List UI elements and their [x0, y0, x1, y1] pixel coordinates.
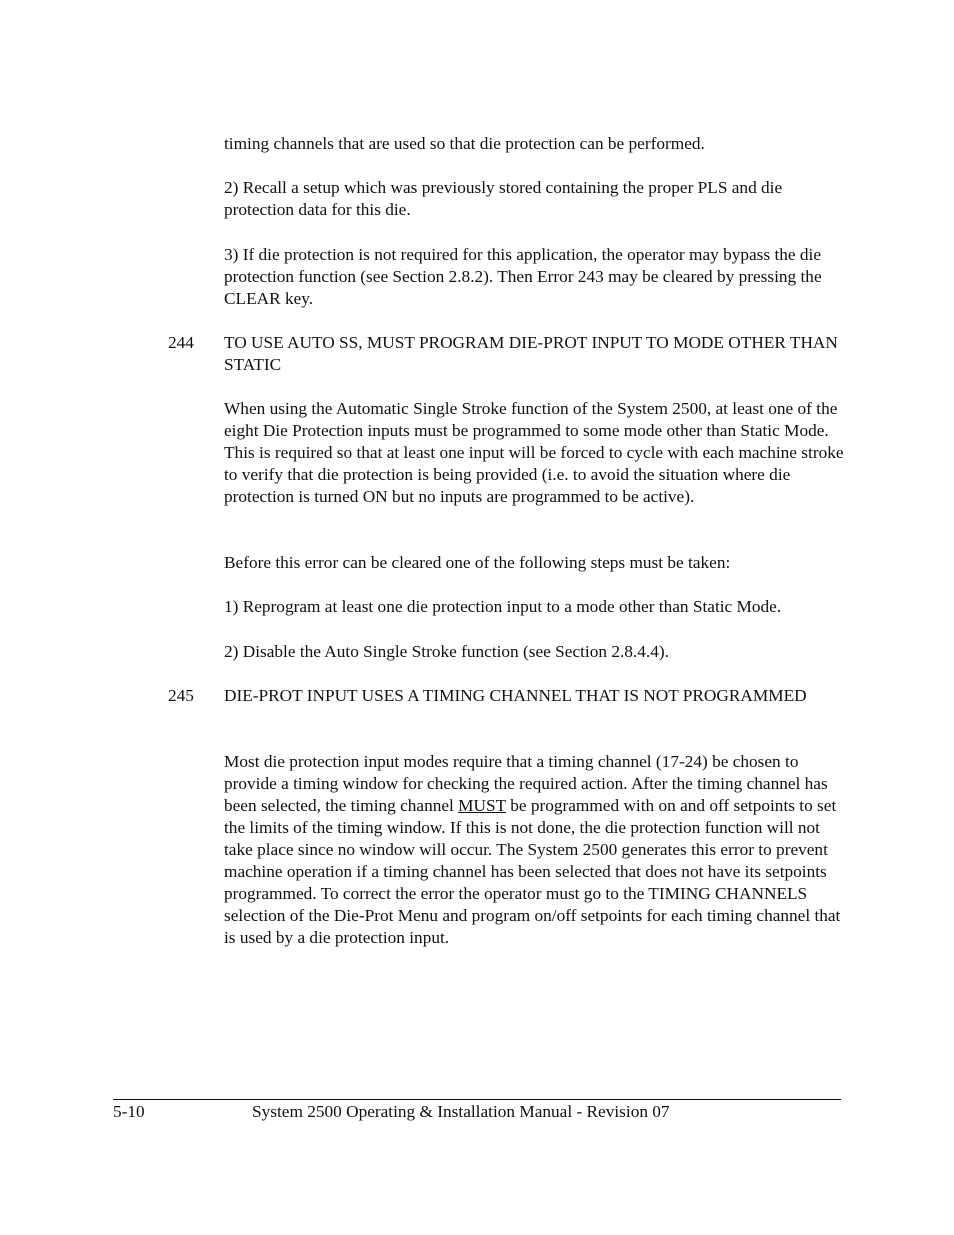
error-step-2-244: 2) Disable the Auto Single Stroke function (see Section 2.8.4.4). — [224, 642, 669, 661]
footer-divider — [113, 1099, 841, 1100]
error-description-244: When using the Automatic Single Stroke function of the System 2500, at least one of the eight Die Protection inputs must be programmed to some mode other than Static Mode. This is required so that at least one input will be forced to cycle with each machine stroke to verify that die protection is being provided (i.e. to avoid the situation where die protection is turned ON but no inputs are programmed to be active). — [224, 399, 844, 506]
continuation-step-2: 2) Recall a setup which was previously stored containing the proper PLS and die protection data for this die. — [224, 178, 783, 219]
error-title-245: DIE-PROT INPUT USES A TIMING CHANNEL THAT IS NOT PROGRAMMED — [224, 686, 807, 705]
error-description-245-part-1: Most die protection input modes require that a timing channel (17-24) be chosen to provide a timing window for checking the required action. After the timing channel has been selected, the timing channel — [224, 752, 828, 815]
footer-page-number: 5-10 — [113, 1102, 145, 1121]
continuation-paragraph-1: timing channels that are used so that die protection can be performed. — [224, 134, 705, 153]
error-step-1-244: 1) Reprogram at least one die protection input to a mode other than Static Mode. — [224, 597, 782, 616]
error-code-244: 244 — [168, 333, 194, 352]
emphasis-must: MUST — [458, 796, 506, 815]
error-description-245-part-2: be programmed with on and off setpoints to set the limits of the timing window. If this is not done, the die protection function will not take place since no window will occur. The System 2500 generates this error to prevent machine operation if a timing channel has been selected that does not have its setpoints programmed. To correct the error the operator must go to the TIMING CHANNELS selection of the Die-Prot Menu and program on/off setpoints for each timing channel that is used by a die protection input. — [224, 796, 841, 947]
error-code-245: 245 — [168, 686, 194, 705]
error-steps-intro-244: Before this error can be cleared one of the following steps must be taken: — [224, 553, 731, 572]
continuation-step-3: 3) If die protection is not required for this application, the operator may bypass the die protection function (see Section 2.8.2). Then Error 243 may be cleared by pressing the CLEAR key. — [224, 245, 822, 308]
error-description-245 — [224, 751, 849, 949]
footer-manual-title: System 2500 Operating & Installation Manual - Revision 07 — [252, 1102, 670, 1121]
error-title-244: TO USE AUTO SS, MUST PROGRAM DIE-PROT INPUT TO MODE OTHER THAN STATIC — [224, 333, 838, 374]
